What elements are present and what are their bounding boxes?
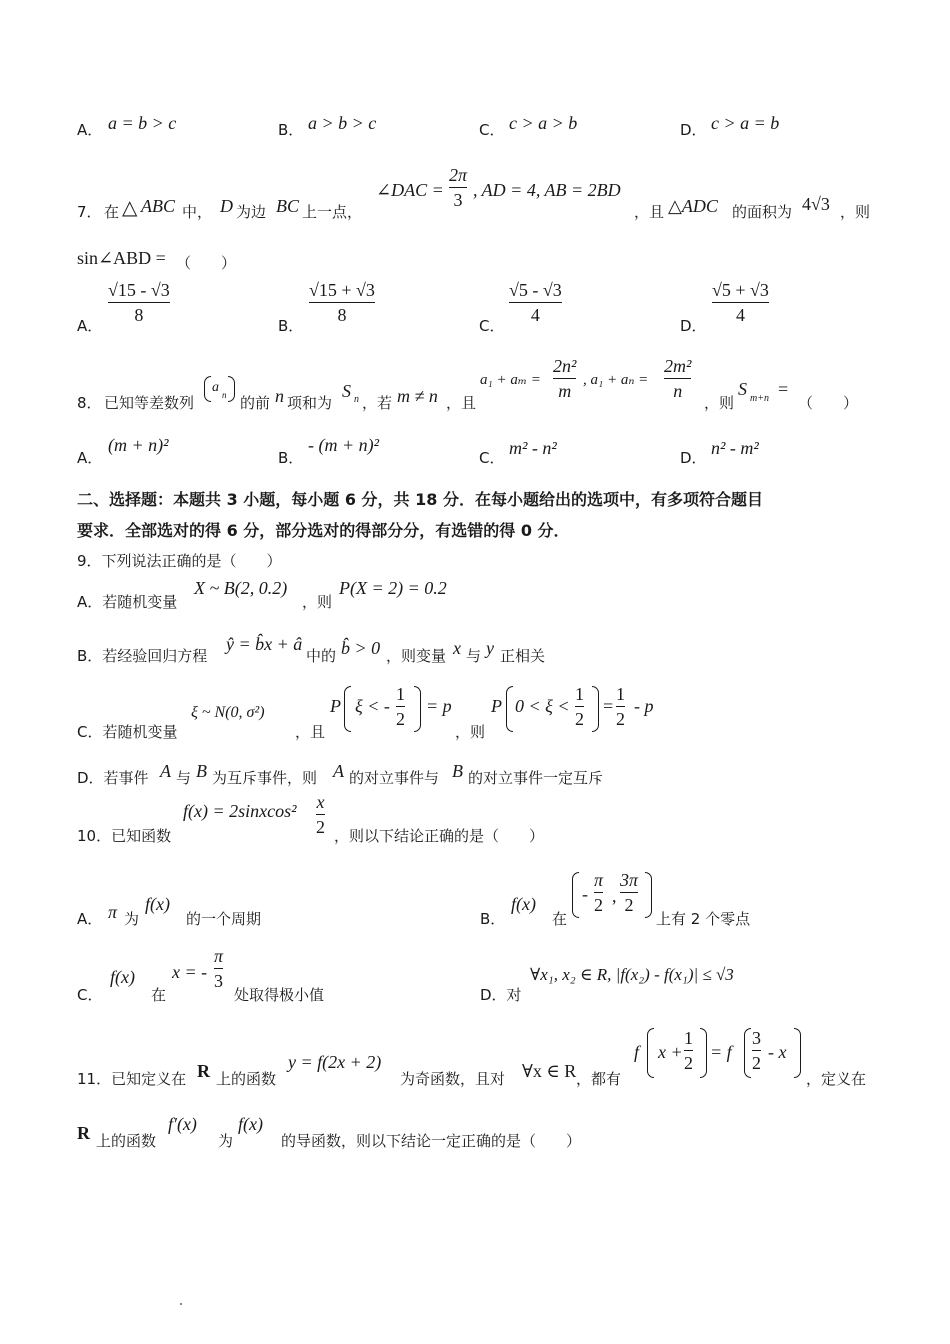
stem-text: ，且 [446, 394, 477, 412]
option-a-expr2: P(X = 2) = 0.2 [339, 578, 447, 598]
math-pi: π [108, 902, 118, 922]
math-derivative: f′(x) [168, 1114, 197, 1134]
denominator: m [558, 381, 572, 401]
option-b-label: B． [480, 910, 506, 928]
option-expression: m² - n² [509, 438, 557, 458]
fraction-bar [509, 302, 562, 303]
fraction-bar [664, 378, 691, 379]
option-a-text: ，则 [302, 593, 333, 611]
fraction-1-2 [575, 684, 584, 729]
fraction-bar [214, 968, 223, 969]
math-r: R [197, 1061, 210, 1081]
fraction-x-2 [316, 792, 325, 837]
math-s-subscript: n [354, 394, 359, 405]
fraction-bar [616, 706, 625, 707]
option-expression: a > b > c [308, 113, 377, 133]
right-paren [645, 872, 652, 918]
option-label: C． [479, 317, 505, 335]
math-angle: ∠DAC = [376, 180, 444, 200]
denominator: 4 [735, 305, 745, 325]
question-stem: 的导函数，则以下结论一定正确的是（ ） [281, 1132, 582, 1150]
option-b-text: 与 [466, 647, 482, 665]
option-a-expr1: X ~ B(2, 0.2) [194, 578, 288, 598]
fraction-bar [752, 1050, 761, 1051]
math-f: f [634, 1042, 640, 1062]
denominator: 8 [134, 305, 144, 325]
option-b-text: 正相关 [500, 647, 546, 665]
left-paren [506, 686, 513, 732]
option-a-text: A．若随机变量 [77, 593, 178, 611]
question-stem: ，定义在 [806, 1070, 867, 1088]
option-d-label: D．对 [480, 986, 522, 1004]
fraction-bar [575, 706, 584, 707]
option-expression: a = b > c [108, 113, 177, 133]
option-label: A． [77, 449, 103, 467]
stem-text: ，则 [704, 394, 735, 412]
option-label: B． [278, 121, 304, 139]
option-d-expression: ∀x₁, x₂ ∈ R, |f(x₂) - f(x₁)| ≤ √3 [530, 965, 734, 984]
option-c-p: P [330, 696, 341, 716]
numerator: 2π [449, 165, 468, 185]
fraction-bar [449, 187, 467, 188]
math-equals-f: = f [710, 1042, 732, 1062]
math-equals: = [778, 379, 789, 399]
stem-text: 上一点， [302, 203, 363, 221]
stem-text: 已知等差数列 [104, 394, 195, 412]
option-b-text: ，则变量 [386, 647, 447, 665]
option-c-label: C． [77, 986, 103, 1004]
section-heading-line-1: 二、选择题：本题共 3 小题，每小题 6 分，共 18 分．在每小题给出的选项中，有多项符合题目 [77, 490, 763, 509]
math-inner: - x [768, 1042, 787, 1062]
math-minus: - [582, 884, 588, 904]
option-d-text: 与 [176, 769, 192, 787]
left-paren [572, 872, 579, 918]
option-expression: (m + n)² [108, 435, 169, 455]
option-d-text: 为互斥事件，则 [212, 769, 318, 787]
option-c-text: ，且 [295, 723, 326, 741]
option-expression: c > a > b [509, 113, 578, 133]
fraction-2m2-n [664, 356, 691, 401]
denominator: 2 [396, 709, 405, 729]
math-f: f(x) [511, 894, 536, 914]
math-f: f(x) [110, 967, 135, 987]
option-fraction [309, 280, 375, 325]
math-seq-subscript: n [222, 390, 227, 400]
question-stem: 为 [218, 1132, 234, 1150]
right-paren [414, 686, 421, 732]
right-paren [700, 1028, 707, 1078]
option-c-equals: = [603, 696, 614, 716]
option-c-text: 处取得极小值 [234, 986, 325, 1004]
option-fraction [509, 280, 562, 325]
numerator: 3π [620, 870, 639, 890]
stem-text: 在 [104, 203, 120, 221]
fraction-bar [712, 302, 769, 303]
option-label: D． [680, 121, 707, 139]
option-c-text: 在 [151, 986, 167, 1004]
option-c-inner: ξ < - [355, 696, 390, 716]
right-paren [592, 686, 599, 732]
option-b-text: 中的 [306, 647, 337, 665]
option-b-expr2: b̂ > 0 [341, 638, 381, 658]
option-b-text: B．若经验回归方程 [77, 647, 208, 665]
math-s: S [342, 381, 351, 401]
numerator: 1 [616, 684, 625, 704]
math-b: B [452, 761, 463, 781]
denominator: 2 [752, 1053, 761, 1073]
option-b-expr1: ŷ = b̂x + â [226, 634, 303, 654]
denominator: 8 [337, 305, 347, 325]
math-area: 4√3 [802, 194, 830, 214]
math-x-equals: x = - [172, 962, 208, 982]
denominator: n [673, 381, 683, 401]
math-x: x [453, 638, 461, 658]
section-heading-line-2: 要求．全部选对的得 6 分，部分选对的得部分分，有选错的得 0 分． [77, 521, 570, 540]
math-b: B [196, 761, 207, 781]
math-eq2-left: , a₁ + aₙ = [583, 372, 649, 388]
option-a-text: 的一个周期 [186, 910, 262, 928]
fraction-1-2 [616, 684, 625, 729]
numerator: 3 [752, 1028, 761, 1048]
numerator: √5 + √3 [712, 280, 769, 300]
option-fraction [108, 280, 170, 325]
stem-text: 的面积为 [732, 203, 793, 221]
fraction-bar [594, 892, 603, 893]
math-d: D [220, 196, 233, 216]
stem-text: ，且 [634, 203, 665, 221]
fraction-bar [108, 302, 170, 303]
math-y: y [486, 638, 494, 658]
math-condition: , AD = 4, AB = 2BD [473, 180, 621, 200]
numerator: 1 [575, 684, 584, 704]
math-n: n [275, 386, 284, 406]
question-stem: 9．下列说法正确的是（ ） [77, 552, 282, 570]
denominator: 3 [453, 190, 463, 210]
right-paren [794, 1028, 801, 1078]
math-a: A [333, 761, 344, 781]
option-label: A． [77, 317, 103, 335]
question-stem: ，则以下结论正确的是（ ） [334, 827, 545, 845]
question-stem: 11．已知定义在 [77, 1070, 187, 1088]
stem-text: 项和为 [287, 394, 333, 412]
option-a-text: 为 [124, 910, 140, 928]
answer-paren: （ ） [798, 394, 859, 412]
denominator: 2 [684, 1053, 693, 1073]
stem-text: 中， [182, 203, 213, 221]
option-d-text: D．若事件 [77, 769, 149, 787]
question-stem: 上的函数 [96, 1132, 157, 1150]
numerator: 1 [684, 1028, 693, 1048]
denominator: 3 [214, 971, 224, 991]
denominator: 2 [575, 709, 584, 729]
math-f: f(x) [145, 894, 170, 914]
option-d-text: 的对立事件与 [349, 769, 440, 787]
fraction-bar [309, 302, 375, 303]
math-eq1-left: a₁ + aₘ = [480, 372, 541, 388]
denominator: 4 [530, 305, 540, 325]
math-ask: S [738, 379, 747, 399]
option-expression: n² - m² [711, 438, 759, 458]
left-paren [647, 1028, 654, 1078]
option-expression: - (m + n)² [308, 435, 380, 455]
fraction-pi-3 [214, 946, 223, 991]
stem-text: ，则 [840, 203, 871, 221]
fraction-1-2 [684, 1028, 693, 1073]
option-label: D． [680, 449, 707, 467]
right-brace [228, 376, 235, 402]
fraction-bar [316, 814, 325, 815]
denominator: 2 [616, 709, 625, 729]
question-stem: ，都有 [576, 1070, 622, 1088]
fraction-2pi-3 [449, 165, 467, 210]
stem-text: 的前 [240, 394, 271, 412]
option-b-text: 在 [552, 910, 568, 928]
fraction-bar [396, 706, 405, 707]
fraction-bar [553, 378, 576, 379]
option-b-text: 上有 2 个零点 [656, 910, 751, 928]
option-c-p: P [491, 696, 502, 716]
numerator: √15 - √3 [108, 280, 170, 300]
question-number: 8． [77, 394, 102, 412]
math-comma: , [612, 886, 617, 906]
answer-paren: （ ） [176, 254, 237, 272]
stem-text: ，若 [362, 394, 393, 412]
option-c-text: C．若随机变量 [77, 723, 178, 741]
option-c-expr1: ξ ~ N(0, σ²) [191, 704, 265, 721]
math-r: R [77, 1123, 90, 1143]
math-inner: x + [658, 1042, 683, 1062]
denominator: 2 [594, 895, 604, 915]
math-ask-subscript: m+n [750, 393, 769, 404]
option-label: A． [77, 121, 103, 139]
option-a-label: A． [77, 910, 103, 928]
left-brace [204, 376, 211, 402]
fraction-pi-2 [594, 870, 603, 915]
numerator: 2n² [553, 356, 577, 376]
fraction-2n2-m [553, 356, 576, 401]
math-adc: △ADC [668, 196, 718, 216]
option-label: D． [680, 317, 707, 335]
math-ask: sin∠ABD = [77, 248, 166, 268]
numerator: π [594, 870, 604, 890]
numerator: √15 + √3 [309, 280, 375, 300]
numerator: x [316, 792, 325, 812]
numerator: √5 - √3 [509, 280, 562, 300]
stem-text: 为边 [236, 203, 267, 221]
math-condition: m ≠ n [397, 386, 438, 406]
question-number: 7． [77, 203, 102, 221]
triangle-symbol: △ [122, 197, 138, 219]
math-forall: ∀x ∈ R [522, 1061, 577, 1081]
fraction-3-2 [752, 1028, 761, 1073]
fraction-bar [620, 892, 638, 893]
question-stem: 10．已知函数 [77, 827, 172, 845]
numerator: 1 [396, 684, 405, 704]
option-c-inner: 0 < ξ < [515, 696, 570, 716]
option-label: B． [278, 449, 304, 467]
option-fraction [712, 280, 769, 325]
numerator: π [214, 946, 224, 966]
option-c-text: ，则 [455, 723, 486, 741]
option-label: C． [479, 121, 505, 139]
math-seq: a [212, 380, 219, 395]
option-c-equals-p: = p [426, 696, 452, 716]
left-paren [744, 1028, 751, 1078]
numerator: 2m² [664, 356, 692, 376]
option-d-text: 的对立事件一定互斥 [468, 769, 604, 787]
page-mark [180, 1303, 182, 1305]
option-label: C． [479, 449, 505, 467]
math-f: f(x) [238, 1114, 263, 1134]
fraction-3pi-2 [620, 870, 638, 915]
option-label: B． [278, 317, 304, 335]
function-expression: y = f(2x + 2) [288, 1052, 382, 1072]
option-expression: c > a = b [711, 113, 780, 133]
fraction-1-2 [396, 684, 405, 729]
math-abc: ABC [141, 196, 175, 216]
function-definition: f(x) = 2sinxcos² [183, 801, 297, 821]
option-c-minus-p: - p [634, 696, 654, 716]
question-stem: 为奇函数，且对 [400, 1070, 506, 1088]
math-bc: BC [276, 196, 300, 216]
math-a: A [160, 761, 171, 781]
question-stem: 上的函数 [216, 1070, 277, 1088]
fraction-bar [684, 1050, 693, 1051]
denominator: 2 [316, 817, 325, 837]
denominator: 2 [624, 895, 634, 915]
left-paren [344, 686, 351, 732]
